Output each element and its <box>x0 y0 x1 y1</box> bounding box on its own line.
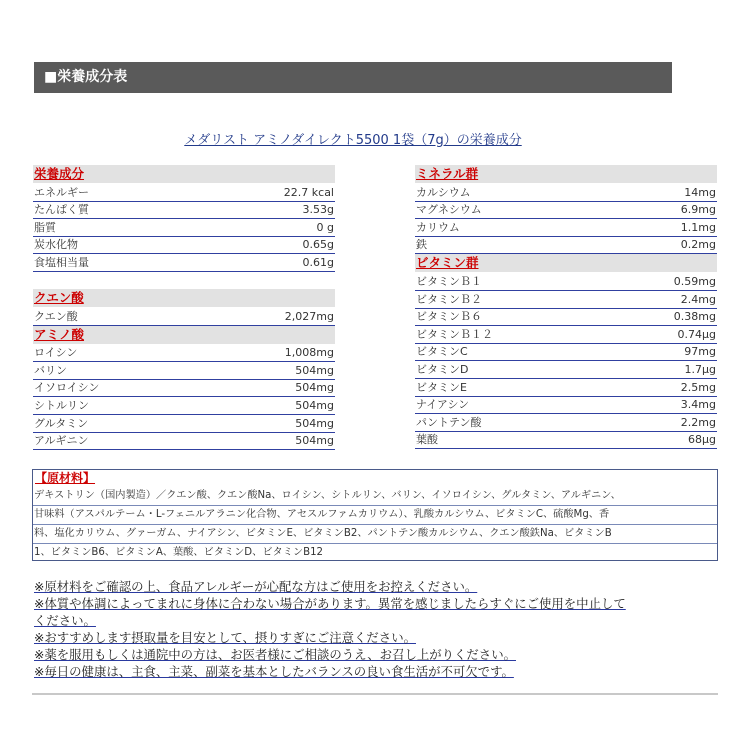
table-row <box>33 380 335 398</box>
row-name: イソロイシン <box>34 381 100 395</box>
note-line: ※薬を服用もしくは通院中の方は、お医者様にご相談のうえ、お召し上がりください。 <box>34 647 516 662</box>
row-value: 1,008mg <box>284 346 334 360</box>
row-name: ナイアシン <box>416 398 470 412</box>
table-row <box>415 237 717 255</box>
table-row <box>415 432 717 450</box>
row-value: 6.9mg <box>680 203 716 217</box>
table-row <box>33 184 335 202</box>
row-value: 0.61g <box>302 255 334 269</box>
table-row <box>415 397 717 415</box>
row-name: バリン <box>34 363 67 377</box>
materials-line: 1、ビタミンB6、ビタミンA、葉酸、ビタミンD、ビタミンB12 <box>34 547 324 558</box>
row-value: 0.74μg <box>677 327 716 341</box>
materials-line: 甘味料（アスパルテーム・L-フェニルアラニン化合物、アセスルファムカリウム）、乳酸カルシウム、ビタミンC、硫酸Mg、香 <box>33 506 717 525</box>
table-row <box>415 202 717 220</box>
row-value: 0.59mg <box>673 274 716 288</box>
table-row <box>415 309 717 327</box>
left-column <box>33 165 335 450</box>
row-value: 3.53g <box>302 203 334 217</box>
note-line: ※おすすめします摂取量を目安として、摂りすぎにご注意ください。 <box>34 630 416 645</box>
row-value: 504mg <box>295 381 334 395</box>
product-subtitle: メダリスト アミノダイレクト5500 1袋（7g）の栄養成分 <box>184 133 522 148</box>
table-row <box>415 414 717 432</box>
spacer <box>33 272 335 289</box>
section-header: ■栄養成分表 <box>34 62 672 93</box>
category-citric-acid: クエン酸 <box>33 289 335 307</box>
row-name: ロイシン <box>34 346 78 360</box>
table-row <box>415 361 717 379</box>
table-row <box>33 308 335 326</box>
category-vitamins: ビタミン群 <box>415 254 717 272</box>
note-line: ください。 <box>34 613 96 628</box>
right-column <box>415 165 717 449</box>
row-name: エネルギー <box>34 185 89 199</box>
row-name: 食塩相当量 <box>34 255 89 269</box>
table-row <box>33 254 335 272</box>
row-value: 504mg <box>295 434 334 448</box>
row-value: 97mg <box>684 345 716 359</box>
row-name: カルシウム <box>416 185 471 199</box>
row-name: シトルリン <box>34 398 89 412</box>
materials-line: デキストリン（国内製造）／クエン酸、クエン酸Na、ロイシン、シトルリン、バリン、イソロイシン、グルタミン、アルギニン、 <box>33 487 717 506</box>
table-row <box>33 345 335 363</box>
table-row <box>415 379 717 397</box>
table-row <box>415 291 717 309</box>
table-row <box>33 433 335 451</box>
row-value: 68μg <box>688 433 716 447</box>
row-name: ビタミンＢ６ <box>416 310 482 324</box>
category-amino-acid: アミノ酸 <box>33 326 335 344</box>
notes <box>34 578 724 680</box>
table-row <box>415 219 717 237</box>
row-name: 葉酸 <box>416 433 438 447</box>
row-name: アルギニン <box>34 434 89 448</box>
table-row <box>33 237 335 255</box>
note-line: ※毎日の健康は、主食、主菜、副菜を基本としたバランスの良い食生活が不可欠です。 <box>34 664 514 679</box>
row-name: 脂質 <box>34 220 56 234</box>
materials-label: 【原材料】 <box>35 471 96 485</box>
row-value: 1.1mg <box>680 220 716 234</box>
row-name: 鉄 <box>416 238 427 252</box>
row-name: ビタミンE <box>416 380 467 394</box>
bottom-divider <box>32 693 718 695</box>
nutrition-rows <box>33 184 335 272</box>
table-row <box>415 184 717 202</box>
row-value: 504mg <box>295 363 334 377</box>
table-row <box>33 415 335 433</box>
row-value: 0.65g <box>302 238 334 252</box>
row-value: 0 g <box>316 220 334 234</box>
row-value: 2.5mg <box>680 380 716 394</box>
row-value: 3.4mg <box>680 398 716 412</box>
row-name: たんぱく質 <box>34 203 89 217</box>
category-minerals: ミネラル群 <box>415 165 717 183</box>
row-value: 504mg <box>295 416 334 430</box>
row-name: パントテン酸 <box>416 415 482 429</box>
row-value: 504mg <box>295 398 334 412</box>
table-row <box>415 326 717 344</box>
note-line: ※原材料をご確認の上、食品アレルギーが心配な方はご使用をお控えください。 <box>34 579 478 594</box>
row-name: クエン酸 <box>34 309 78 323</box>
row-name: カリウム <box>416 220 460 234</box>
row-value: 2.2mg <box>680 415 716 429</box>
materials-line: 料、塩化カリウム、グァーガム、ナイアシン、ビタミンE、ビタミンB2、パントテン酸カルシウム、クエン酸鉄Na、ビタミンB <box>33 525 717 544</box>
row-name: ビタミンＢ２ <box>416 292 482 306</box>
row-value: 0.2mg <box>680 238 716 252</box>
table-row <box>415 273 717 291</box>
row-name: ビタミンD <box>416 362 469 376</box>
table-row <box>33 202 335 220</box>
row-name: 炭水化物 <box>34 238 78 252</box>
row-value: 1.7μg <box>684 362 716 376</box>
row-name: ビタミンC <box>416 345 468 359</box>
materials-box <box>32 469 718 561</box>
category-nutrition: 栄養成分 <box>33 165 335 183</box>
table-row <box>33 362 335 380</box>
row-name: グルタミン <box>34 416 89 430</box>
table-row <box>415 344 717 362</box>
row-value: 14mg <box>684 185 716 199</box>
table-row <box>33 397 335 415</box>
row-value: 2,027mg <box>284 309 334 323</box>
row-value: 0.38mg <box>673 310 716 324</box>
row-value: 22.7 kcal <box>283 185 334 199</box>
row-value: 2.4mg <box>680 292 716 306</box>
row-name: マグネシウム <box>416 203 482 217</box>
table-row <box>33 219 335 237</box>
note-line: ※体質や体調によってまれに身体に合わない場合があります。異常を感じましたらすぐにご使用を中止して <box>34 596 626 611</box>
row-name: ビタミンＢ１ <box>416 274 482 288</box>
row-name: ビタミンＢ１２ <box>416 327 493 341</box>
